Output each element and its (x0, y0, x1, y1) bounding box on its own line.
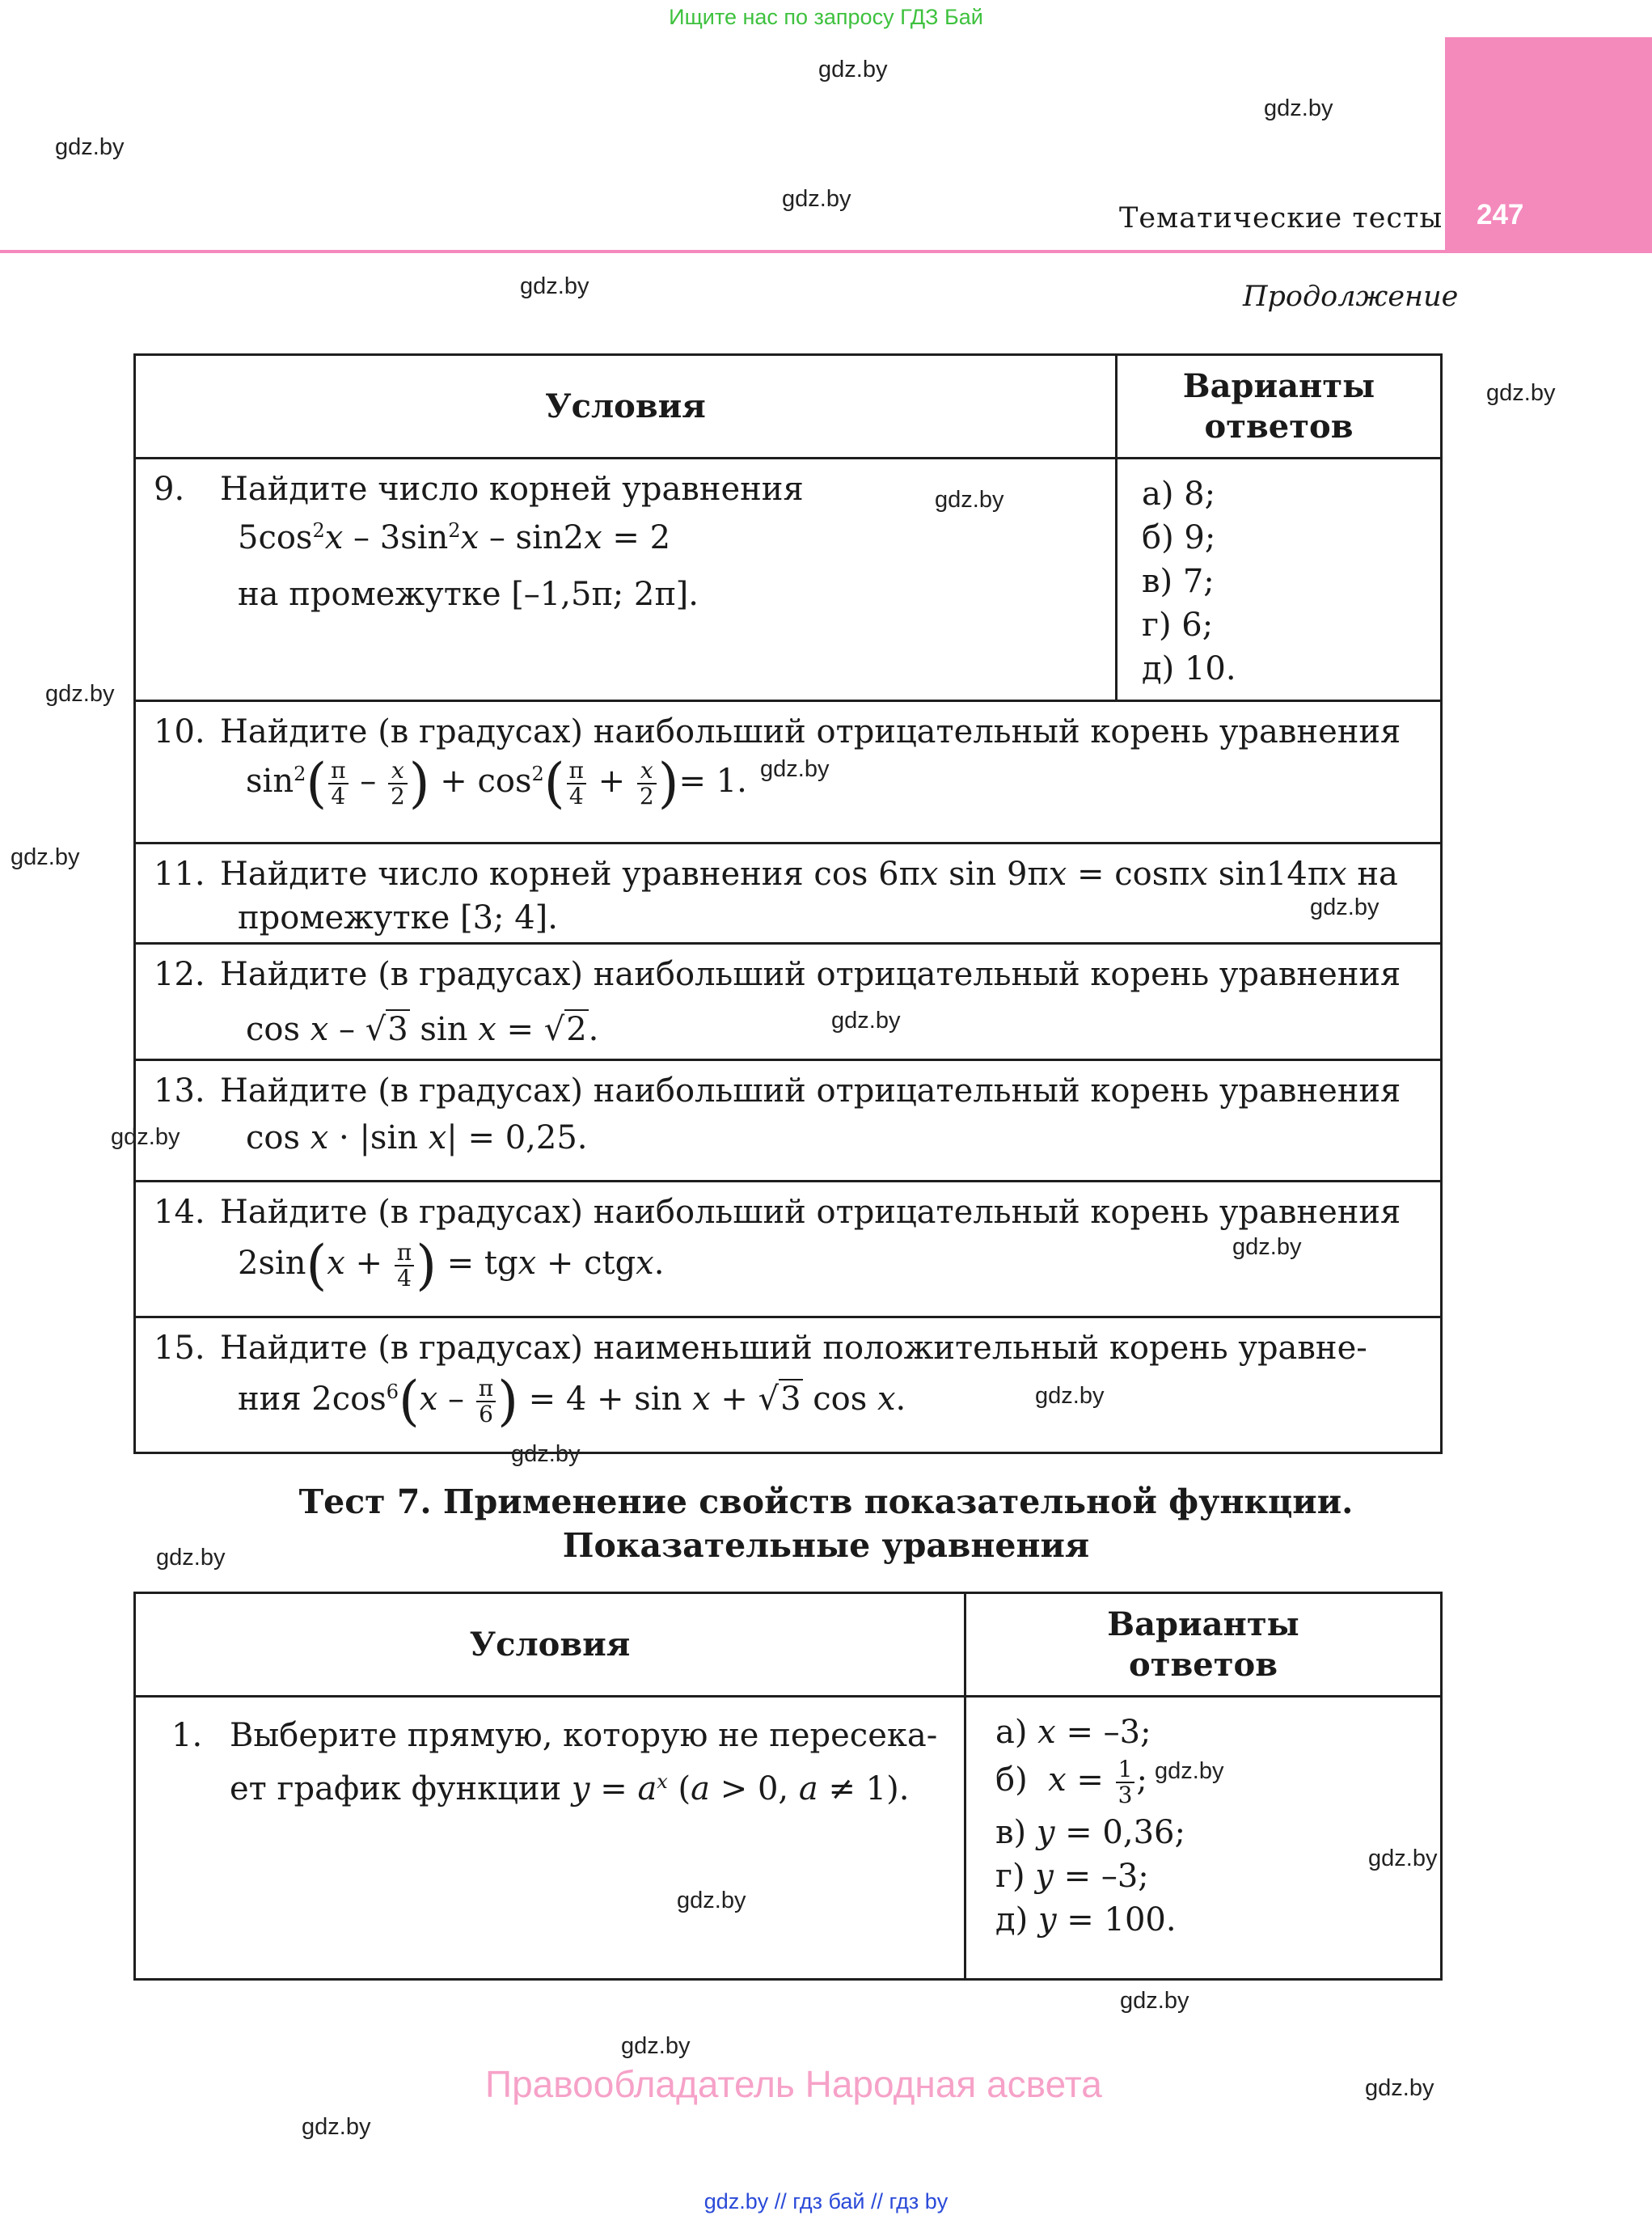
answer-option[interactable]: в) y = 0,36; (995, 1814, 1185, 1851)
watermark: gdz.by (1120, 1988, 1189, 2014)
question-text: Найдите (в градусах) наибольший отрицательный корень уравнения (220, 1072, 1401, 1110)
watermark: gdz.by (831, 1008, 901, 1034)
watermark: gdz.by (302, 2114, 371, 2140)
watermark: gdz.by (1310, 894, 1379, 920)
header-answers: Варианты ответов (1117, 355, 1442, 459)
question-text: Найдите число корней уравнения (220, 471, 804, 508)
interval-text: на промежутке [–1,5π; 2π]. (238, 576, 699, 613)
answer-option[interactable]: в) 7; (1142, 563, 1215, 600)
equation: $5\cos^2x - 3\sin^2x - \sin 2x = 2$ (238, 519, 671, 556)
equation: cos x – √3 sin x = √2. (246, 1011, 599, 1048)
watermark: gdz.by (782, 186, 851, 212)
answer-option[interactable]: д) y = 100. (995, 1901, 1177, 1939)
continuation-label: Продолжение (1243, 281, 1459, 313)
question-row-11 (135, 844, 1442, 944)
watermark: gdz.by (818, 57, 888, 82)
watermark: gdz.by (677, 1888, 746, 1913)
page-number: 247 (1477, 199, 1524, 230)
question-number: 11. (154, 856, 205, 893)
equation: cos x · |sin x| = 0,25. (246, 1119, 588, 1156)
question-row-1 (135, 1697, 1442, 1980)
header-conditions: Условия (135, 1593, 965, 1697)
answer-option[interactable]: д) 10. (1142, 650, 1236, 687)
top-banner[interactable]: Ищите нас по запросу ГДЗ Бай (669, 5, 983, 29)
watermark: gdz.by (1365, 2075, 1434, 2101)
question-number: 10. (154, 713, 205, 750)
question-number: 9. (154, 471, 185, 508)
question-row-13 (135, 1060, 1442, 1182)
watermark: gdz.by (45, 681, 115, 707)
watermark: gdz.by (1486, 380, 1556, 406)
answer-option[interactable]: г) 6; (1142, 607, 1214, 644)
watermark: gdz.by (520, 273, 589, 299)
equation: ния $2\cos^6(x$ – $\frac{\pi}{6}$ ) = 4 + sin x + √3 cos x. (238, 1370, 906, 1432)
watermark: gdz.by (1155, 1758, 1224, 1784)
question-text: Найдите (в градусах) наибольший отрицательный корень уравнения (220, 956, 1401, 993)
answer-option[interactable]: а) 8; (1142, 476, 1216, 513)
watermark: gdz.by (111, 1124, 180, 1150)
question-text: Найдите (в градусах) наименьший положительный корень уравне- (220, 1330, 1367, 1367)
question-number: 15. (154, 1330, 205, 1367)
watermark: gdz.by (11, 844, 80, 870)
watermark: gdz.by (55, 134, 125, 160)
footer-links[interactable]: gdz.by // гдз бай // гдз by (703, 2189, 949, 2213)
watermark: gdz.by (1368, 1846, 1438, 1871)
header-conditions: Условия (135, 355, 1117, 459)
section-title: Тематические тесты (1119, 202, 1443, 235)
answer-option[interactable]: г) y = –3; (995, 1858, 1149, 1895)
watermark: gdz.by (1035, 1383, 1105, 1409)
question-number: 13. (154, 1072, 205, 1110)
question-text: Найдите (в градусах) наибольший отрицательный корень уравнения (220, 713, 1401, 750)
question-row-12 (135, 944, 1442, 1060)
question-text: Найдите (в градусах) наибольший отрицательный корень уравнения (220, 1194, 1401, 1231)
question-number: 14. (154, 1194, 205, 1231)
question-number: 1. (171, 1717, 203, 1754)
watermark: gdz.by (1232, 1234, 1302, 1260)
answer-option[interactable]: б) x = $\frac{1}{3}$ ; (995, 1756, 1147, 1808)
equation: cos 6πx sin 9πx = cosπx sin14πx на (803, 856, 1398, 893)
watermark: gdz.by (511, 1441, 581, 1467)
copyright-notice: Правообладатель Народная асвета (485, 2063, 1102, 2105)
question-text: Выберите прямую, которую не пересека- (230, 1717, 938, 1754)
equation: $\sin^2$( $\frac{\pi}{4}$ – $\frac{x}{2}$ ) + $\cos^2$( $\frac{\pi}{4}$ + $\frac{x}{2}$ )= 1. (246, 752, 747, 814)
watermark: gdz.by (935, 487, 1004, 513)
watermark: gdz.by (1264, 95, 1333, 121)
question-row-15 (135, 1317, 1442, 1453)
watermark: gdz.by (621, 2033, 691, 2059)
watermark: gdz.by (760, 756, 830, 782)
question-number: 12. (154, 956, 205, 993)
interval-text: промежутке [3; 4]. (238, 899, 558, 937)
test-title: Тест 7. Применение свойств показательной функции. Показательные уравнения (298, 1482, 1354, 1565)
answer-option[interactable]: б) 9; (1142, 519, 1216, 556)
question-text-line2: ет график функции $y = a^x$ (a > 0, a ≠ 1). (230, 1770, 910, 1808)
watermark: gdz.by (156, 1545, 226, 1571)
header-answers: Варианты ответов (965, 1593, 1442, 1697)
question-text: Найдите число корней уравнения (220, 856, 804, 893)
header-divider (0, 250, 1652, 253)
equation: 2sin(x + $\frac{\pi}{4}$ ) = tgx + ctgx. (238, 1234, 665, 1296)
answer-option[interactable]: а) x = –3; (995, 1714, 1151, 1751)
test7-table (133, 1592, 1443, 1981)
tests-table-continued (133, 353, 1443, 1454)
question-row-9 (135, 459, 1442, 701)
